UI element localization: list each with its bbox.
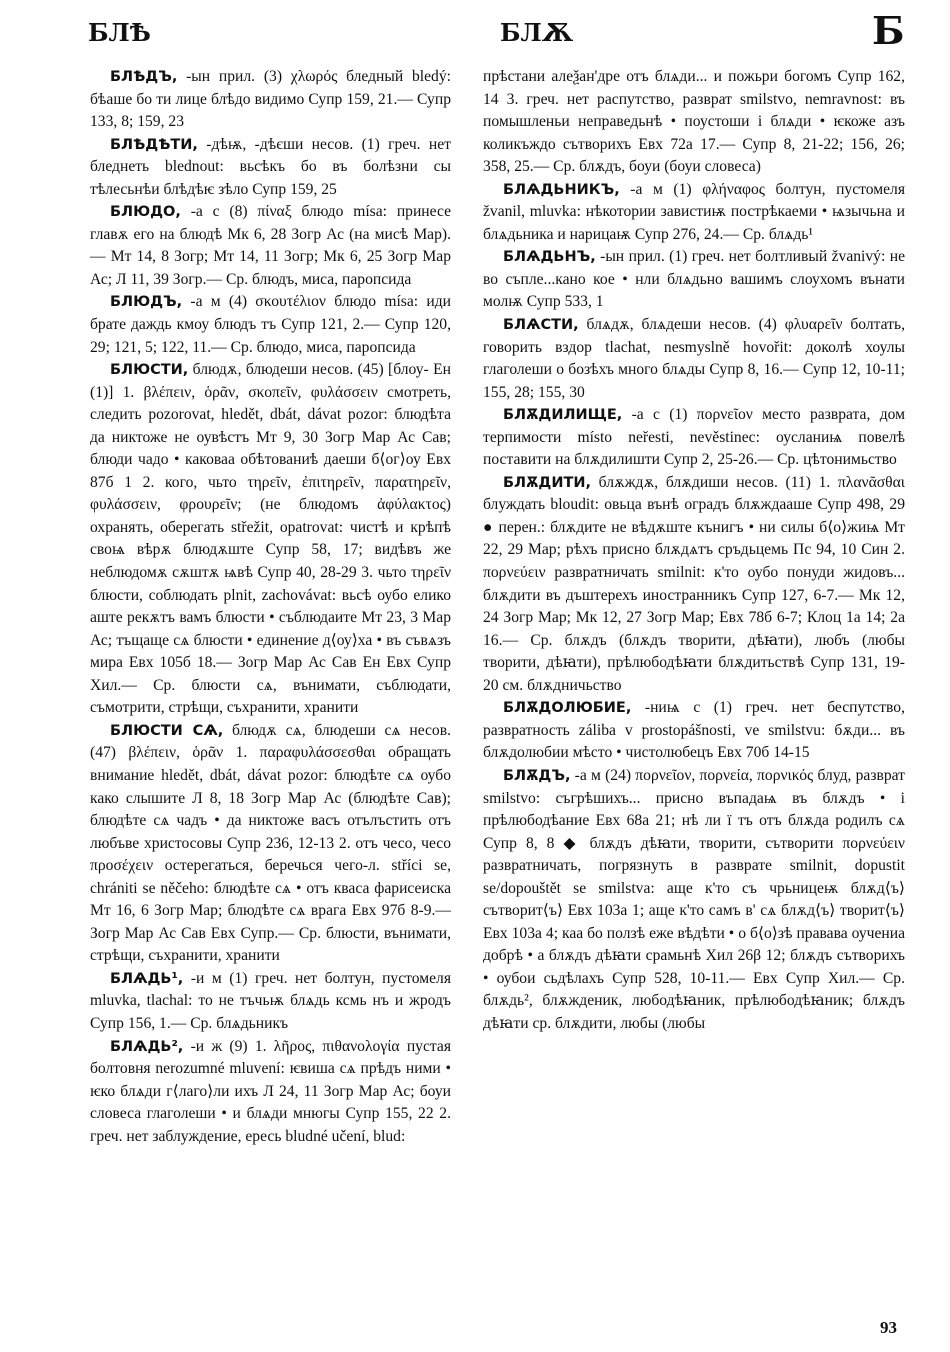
running-head-center: БЛѪ xyxy=(500,18,574,47)
left-column xyxy=(90,66,451,1148)
dictionary-entry xyxy=(90,66,451,134)
entry-body: -ниѩ с (1) греч. нет беспутство, развратность záliba v prostopášnosti, ve smilstvu: бѫди... въ блѫдолюбии мѣсто • чистолюбецъ Евх 70б 14-15 xyxy=(483,699,905,762)
entry-headword: БЛѢДѢТИ, xyxy=(110,136,198,153)
dictionary-entry xyxy=(483,765,905,1036)
entry-headword: БЛЮСТИ СѦ, xyxy=(110,722,224,739)
dictionary-entry xyxy=(90,291,451,359)
dictionary-entry xyxy=(90,359,451,720)
right-column xyxy=(483,66,905,1036)
entry-body: -а с (8) πίναξ блюдо mísa: принесе главѫ его на блюдѣ Мк 6, 28 Зогр Ас (на мисѣ Мар).— Мт 14, 8 Зогр; Мт 14, 11 Зогр; Мк 6, 25 Зогр Мар Ас; Л 11, 39 Зогр.— Ср. блюдъ, миса, паропсида xyxy=(90,203,451,288)
dictionary-entry xyxy=(483,66,905,179)
dictionary-entry xyxy=(483,697,905,765)
dictionary-entry xyxy=(483,472,905,697)
entry-headword: БЛЮДЪ, xyxy=(110,294,183,311)
page-number: 93 xyxy=(880,1318,897,1337)
entry-headword: БЛѪДЪ, xyxy=(503,767,571,784)
entry-body: -дѣѭ, -дѣєши несов. (1) греч. нет бледнеть blednout: вьсѣкъ бо въ болѣзни сы тѣлесьнѣи блѣдѣѥ зѣло Супр 159, 25 xyxy=(90,135,451,198)
entry-headword: БЛѦСТИ, xyxy=(503,317,579,334)
entry-body: -а м (24) πορνεῖον, πορνεία, πορνικός блуд, разврат smilstvo: съгрѣшихъ... присно въпадаѩ въ блѫдъ • і прѣлюбодѣание Евх 68а 21; нѣ ли ї тъ отъ блѫда родилъ сѧ Супр 8, 8 ◆ блѫдъ дѣꙗти, творити, сътворити πορνεύειν развратничать, погрязнуть в разврате smilnit, dopustit se/dopouštět se smilstva: аще к'то съ чрьницеѭ блѫд⟨ъ⟩ сътворит⟨ъ⟩ Евх 103а 1; аще к'то самъ в' сѧ блѫд⟨ъ⟩ творит⟨ъ⟩ Евх 103а 4; каа бо ползѣ еже вѣдѣти • о б⟨о⟩зѣ правава оучениа добрѣ • а блѫдъ дѣꙗти срамьнѣ Хил 26β 12; блѫдъ сътворихъ • оубои сьдѣлахъ Супр 528, 10-11.— Евх Супр Хил.— Ср. блѫдь², блѫжденик, любодѣꙗник, прѣлюбодѣꙗник; блѫдъ дѣꙗти ср. блѫдити, любы (любы xyxy=(483,766,905,1032)
dictionary-entry xyxy=(483,404,905,472)
dictionary-entry xyxy=(90,968,451,1036)
entry-headword: БЛѪДИЛИЩЕ, xyxy=(503,407,623,424)
dictionary-entry xyxy=(483,179,905,247)
entry-body: -ын прил. (1) греч. нет болтливый žvanivý: не во съпле...кано кое • нли блѧдьно вашимъ слоухомъ вънати молѭ Супр 533, 1 xyxy=(483,248,905,311)
entry-headword: БЛѪДИТИ, xyxy=(503,474,592,491)
dictionary-entry xyxy=(90,1036,451,1149)
entry-headword: БЛѢДЪ, xyxy=(110,69,178,85)
dictionary-entry xyxy=(90,201,451,291)
running-head-left: БЛѢ xyxy=(88,18,151,47)
entry-headword: БЛѦДЬНИКЪ, xyxy=(503,181,620,198)
entry-body: -а с (1) πορνεῖον место разврата, дом терпимости místo neřesti, nevěstinec: оусланиѩ повелѣ поставити на блѫдилишти Супр 2, 25-26.— Ср. цѣтонимьство xyxy=(483,406,905,469)
entry-headword: БЛѦДЬ¹, xyxy=(110,970,184,987)
dictionary-entry xyxy=(90,720,451,968)
entry-body: -ын прил. (3) χλωρός бледный bledý: бѣаше бо ти лице блѣдо видимо Супр 159, 21.— Супр 133, 8; 159, 23 xyxy=(90,68,451,131)
entry-body: блѧдѫ, блѧдеши несов. (4) φλυαρεῖν болтать, говорить вздор tlachat, nesmyslně hovořit: доколѣ хоулы глаголеши о бозѣхъ много блѧды Супр 8, 16.— Супр 12, 10-11; 155, 28; 155, 30 xyxy=(483,316,905,401)
entry-body: -и м (1) греч. нет болтун, пустомеля mluvka, tlachal: то не тъчьѭ блѧдь ксмь нъ и жродъ Супр 156, 1.— Ср. блѧдьникъ xyxy=(90,969,451,1032)
dictionary-entry xyxy=(90,134,451,202)
entry-body: -а м (4) σκουτέλιον блюдо mísa: иди брате даждь кмоу блюдъ тъ Супр 121, 2.— Супр 120, 29; 121, 5; 122, 11.— Ср. блюдо, миса, паропсида xyxy=(90,293,451,356)
entry-headword: БЛѦДЬНЪ, xyxy=(503,249,596,266)
entry-body: -а м (1) φλήναφος болтун, пустомеля žvanil, mluvka: нѣкотории завистиѭ пострѣкаеми • ѩзычьна и блѧдьника и нарицаѭ Супр 276, 24.— Ср. блѧдь¹ xyxy=(483,180,905,243)
entry-body: -и ж (9) 1. λῆρος, πιθανολογία пустая болтовня nerozumné mluvení: ѥвиша сѧ прѣдъ ними • ѥко блѧди г⟨лаго⟩ли ихъ Л 24, 11 Зогр Мар Ас; боуи словеса глаголеши • и блѧди мнюгы Супр 155, 22 2. греч. нет заблуждение, ересь bludné učení, blud: xyxy=(90,1037,451,1145)
entry-body: блѫждѫ, блѫдиши несов. (11) 1. πλανᾶσθαι блуждать bloudit: овьца вънѣ оградъ блѫждааше Супр 498, 29 ● перен.: блѫдите не вѣдѫште кънигъ • ни силы б⟨о⟩жиѩ Мт 22, 29 Мар; рѣхъ присно блѫдѧтъ сръдьцемь Пс 94, 10 Син 2. πορνεύειν развратничать smilnit: к'то оубо понуди жидовъ... блѫдити въ дъштерехъ иностранникъ Супр 127, 6-7.— Мк 12, 24 Зогр Мар; Мк 12, 27 Зогр Мар; Евх 78б 6-7; Клоц 1а 14; 2а 16.— Ср. блѫдъ (блѫдъ творити, дѣꙗти), любъ (любы творити, дѣꙗти), прѣлюбодѣꙗти блѫдитьствѣ Супр 131, 19-20 см. блѫдничьство xyxy=(483,473,905,694)
entry-headword: БЛѪДОЛЮБИЕ, xyxy=(503,700,632,717)
entry-body: блюдѫ, блюдеши несов. (45) [блоу- Ен (1)] 1. βλέπειν, ὁρᾶν, σκοπεῖν, φυλάσσειν смотреть, следить pozorovat, hledět, dbát, dávat pozor: блюдѣта да никтоже не оувѣстъ Мт 9, 30 Зогр Мар Ас Сав; блюди чадо • каковаа обѣтованиѣ даеши б⟨ог⟩оу Евх 87б 1 2. кого, чьто τηρεῖν, ἐπιτηρεῖν, παρατηρεῖν, φυλάσσειν, φρουρεῖν; (не блюдомъ ἀφύλακτος) охранять, оберегать střežit, opatrovat: чистѣ и крѣпѣ своѩ вѣрѫ блюдѫште Супр 58, 17; видѣвъ же неблюдомѫ сѫштѫ ѩвѣ Супр 40, 28-29 3. чьто τηρεῖν блюсти, соблюдать plnit, zachovávat: вьсѣ оубо елико аште рекѫтъ вамъ блюсти • съблюдаите Мт 23, 3 Мар Ас; тъщаще сѧ блюсти • единение д⟨оу⟩ха • въ съвѧзъ мира Евх 105б 18.— Зогр Мар Ас Сав Ен Евх Супр Хил.— Ср. блюсти сѧ, вънимати, съблюдати, съмотрити, стрѣщи, съхранити, хранити xyxy=(90,361,451,717)
dictionary-entry xyxy=(483,246,905,314)
entry-headword: БЛѦДЬ², xyxy=(110,1038,184,1055)
entry-headword: БЛЮДО, xyxy=(110,204,181,221)
dictionary-entry xyxy=(483,314,905,404)
entry-body: блюдѫ сѧ, блюдеши сѧ несов. (47) βλέπειν, ὁρᾶν 1. παραφυλάσσεσθαι обращать внимание hledět, dbát, dávat pozor: блюдѣте сѧ оубо како слышите Л 8, 18 Зогр Мар Ас (блюдѣте Сав); блюдѣте сѧ чадъ • да никтоже васъ отълъстить отъ любъве христосовы Супр 236, 12-13 2. отъ чесо, чесо προσέχειν остерегаться, беречься чего-л. stříci se, chrániti se něčeho: блюдѣте сѧ • отъ кваса фарисеиска Мт 16, 6 Зогр Мар; блюдѣте сѧ врага Евх 97б 8-9.— Зогр Мар Ас Сав Евх Супр.— Ср. блюсти, вънимати, стрѣщи, съхранити, хранити xyxy=(90,721,451,965)
entry-headword: БЛЮСТИ, xyxy=(110,362,189,379)
section-letter: Б xyxy=(872,8,905,53)
entry-body: прѣстани алеѯан'дре отъ блѧди... и пожьри богомъ Супр 162, 14 3. греч. нет распутство, разврат smilstvo, nemravnost: въ помышленьи неправедьнѣ • поустоши і блѧди • ѥкоже азъ коликъждо сътворихъ Евх 72а 17.— Супр 8, 21-22; 156, 26; 358, 25.— Ср. блѫдъ, боуи (боуи словеса) xyxy=(483,68,905,176)
